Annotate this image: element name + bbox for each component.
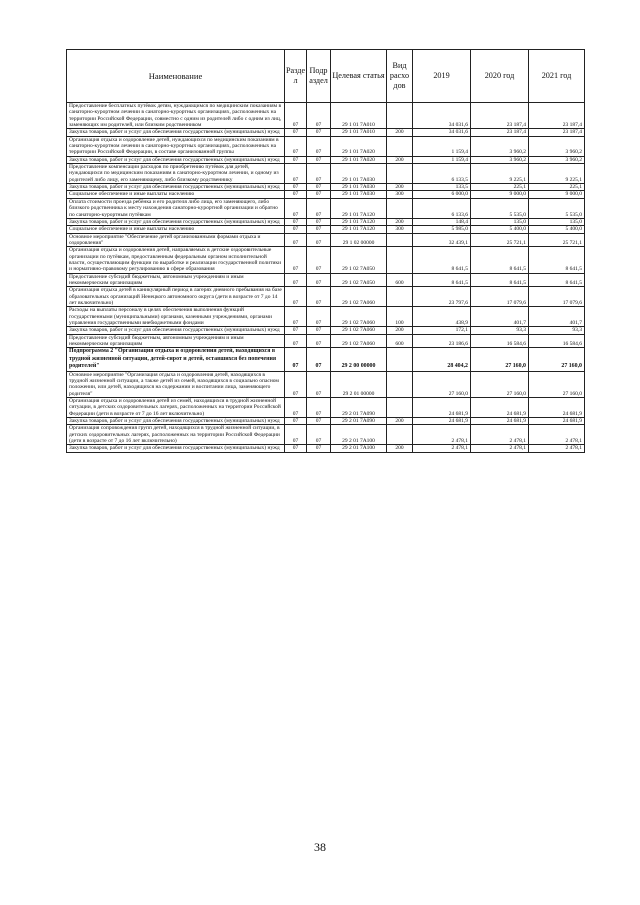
cell-expense-type: 200 — [387, 218, 413, 225]
header-subsection: Подр аздел — [307, 50, 331, 103]
cell-section: 07 — [285, 226, 307, 233]
cell-name: Предоставление компенсации расходов по приобретению путёвок для детей, нуждающихся по медицинским показаниям в санаторно-курортном лечении, и одному из родителей либо лицу, его заменяющему, либо близкому родственнику — [67, 164, 285, 184]
cell-amount-2021: 24 681,9 — [529, 397, 585, 417]
cell-name: Закупка товаров, работ и услуг для обеспечения государственных (муниципальных) нужд — [67, 445, 285, 452]
cell-amount-2019: 24 681,9 — [413, 397, 471, 417]
cell-name: Закупка товаров, работ и услуг для обеспечения государственных (муниципальных) нужд — [67, 156, 285, 163]
cell-amount-2021: 5 400,0 — [529, 226, 585, 233]
cell-name: Закупка товаров, работ и услуг для обеспечения государственных (муниципальных) нужд — [67, 418, 285, 425]
cell-amount-2020: 25 721,1 — [471, 233, 529, 247]
cell-section: 07 — [285, 156, 307, 163]
cell-name: Оплата стоимости проезда ребёнка и его родителя либо лица, его заменяющего, либо близкого родственника к месту нахождения санаторно-курортной организации и обратно по санаторно-курортным путёвкам — [67, 198, 285, 218]
cell-amount-2019: 34 031,6 — [413, 103, 471, 129]
cell-expense-type — [387, 425, 413, 445]
cell-amount-2019: 32 439,1 — [413, 233, 471, 247]
cell-amount-2020: 2 478,1 — [471, 425, 529, 445]
cell-amount-2020: 9 225,1 — [471, 164, 529, 184]
cell-section: 07 — [285, 129, 307, 136]
cell-name: Организация отдыха детей в каникулярный период в лагерях дневного пребывания на базе образовательных организаций Ненецкого автономного округа (дети в возрасте от 7 до 14 лет включительно) — [67, 287, 285, 307]
cell-subsection: 07 — [307, 218, 331, 225]
cell-target-article: 29 1 01 7А030 — [331, 164, 387, 184]
cell-amount-2021: 8 641,5 — [529, 273, 585, 287]
cell-amount-2020: 23 187,4 — [471, 129, 529, 136]
cell-amount-2020: 24 681,9 — [471, 397, 529, 417]
cell-amount-2021: 225,1 — [529, 184, 585, 191]
cell-amount-2021: 25 721,1 — [529, 233, 585, 247]
cell-subsection: 07 — [307, 226, 331, 233]
cell-amount-2019: 28 404,2 — [413, 348, 471, 371]
cell-amount-2019: 1 159,4 — [413, 136, 471, 156]
cell-target-article: 29 1 01 7А120 — [331, 226, 387, 233]
cell-section: 07 — [285, 307, 307, 327]
cell-subsection: 07 — [307, 184, 331, 191]
cell-expense-type: 100 — [387, 307, 413, 327]
cell-amount-2021: 27 160,0 — [529, 371, 585, 397]
cell-subsection: 07 — [307, 334, 331, 348]
cell-amount-2019: 2 478,1 — [413, 445, 471, 452]
cell-section: 07 — [285, 287, 307, 307]
cell-amount-2019: 438,9 — [413, 307, 471, 327]
cell-amount-2021: 3 960,2 — [529, 136, 585, 156]
cell-subsection: 07 — [307, 425, 331, 445]
cell-expense-type — [387, 103, 413, 129]
cell-target-article: 29 1 01 7А120 — [331, 198, 387, 218]
cell-amount-2019: 6 133,5 — [413, 164, 471, 184]
cell-target-article: 29 1 02 7А060 — [331, 287, 387, 307]
cell-amount-2019: 1 159,4 — [413, 156, 471, 163]
cell-target-article: 29 1 02 7А060 — [331, 307, 387, 327]
header-section: Разде л — [285, 50, 307, 103]
cell-name: Расходы на выплаты персоналу в целях обеспечения выполнения функций государственными (муниципальными) органами, казенными учреждениями, органами управления государственными внебюджетными фондами — [67, 307, 285, 327]
cell-amount-2020: 9 000,0 — [471, 191, 529, 198]
cell-amount-2019: 5 985,0 — [413, 226, 471, 233]
cell-name: Основное мероприятие "Обеспечение детей организованными формами отдыха и оздоровления" — [67, 233, 285, 247]
cell-section: 07 — [285, 348, 307, 371]
cell-amount-2019: 148,4 — [413, 218, 471, 225]
cell-subsection: 07 — [307, 136, 331, 156]
table-row — [67, 218, 585, 225]
table-row — [67, 307, 585, 327]
cell-expense-type: 300 — [387, 226, 413, 233]
cell-target-article: 29 2 01 7А100 — [331, 425, 387, 445]
table-row — [67, 233, 585, 247]
cell-subsection: 07 — [307, 418, 331, 425]
table-row — [67, 198, 585, 218]
header-year-2021: 2021 год — [529, 50, 585, 103]
cell-subsection: 07 — [307, 273, 331, 287]
cell-amount-2019: 8 641,5 — [413, 273, 471, 287]
cell-amount-2019: 27 160,0 — [413, 371, 471, 397]
cell-subsection: 07 — [307, 327, 331, 334]
cell-target-article: 29 1 01 7А010 — [331, 129, 387, 136]
cell-amount-2020: 3 960,2 — [471, 136, 529, 156]
cell-amount-2021: 135,0 — [529, 218, 585, 225]
cell-amount-2021: 9 225,1 — [529, 164, 585, 184]
cell-subsection: 07 — [307, 445, 331, 452]
cell-target-article: 29 1 01 7А030 — [331, 191, 387, 198]
cell-subsection: 07 — [307, 233, 331, 247]
cell-amount-2021: 27 160,0 — [529, 348, 585, 371]
cell-name: Организация отдыха и оздоровления детей, направляемых в детские оздоровительные организации по путёвкам, предоставленным федеральным органом исполнительной власти, осуществляющим функции по выработке и реализации государственной политики и нормативно-правовому регулированию в сфере образования — [67, 247, 285, 273]
table-row — [67, 327, 585, 334]
header-year-2020: 2020 год — [471, 50, 529, 103]
cell-name: Организация отдыха и оздоровление детей, нуждающихся по медицинским показаниям в санаторно-курортном лечении в санаторно-курортных организациях, расположенных на территории Российской Федерации, в составе организованной группы — [67, 136, 285, 156]
cell-expense-type — [387, 287, 413, 307]
cell-subsection: 07 — [307, 348, 331, 371]
header-target-article: Целевая статья — [331, 50, 387, 103]
cell-section: 07 — [285, 371, 307, 397]
cell-amount-2021: 8 641,5 — [529, 247, 585, 273]
cell-amount-2019: 6 000,0 — [413, 191, 471, 198]
cell-expense-type — [387, 348, 413, 371]
cell-section: 07 — [285, 273, 307, 287]
cell-amount-2021: 17 079,6 — [529, 287, 585, 307]
cell-amount-2019: 24 681,9 — [413, 418, 471, 425]
cell-section: 07 — [285, 425, 307, 445]
table-row — [67, 445, 585, 452]
cell-amount-2019: 6 133,6 — [413, 198, 471, 218]
table-row — [67, 273, 585, 287]
cell-amount-2020: 27 160,0 — [471, 348, 529, 371]
cell-amount-2020: 135,0 — [471, 218, 529, 225]
cell-amount-2021: 401,7 — [529, 307, 585, 327]
table-row — [67, 164, 585, 184]
cell-name: Закупка товаров, работ и услуг для обеспечения государственных (муниципальных) нужд — [67, 184, 285, 191]
cell-expense-type: 200 — [387, 156, 413, 163]
cell-section: 07 — [285, 103, 307, 129]
table-row — [67, 418, 585, 425]
cell-amount-2020: 3 960,2 — [471, 156, 529, 163]
cell-section: 07 — [285, 397, 307, 417]
cell-amount-2020: 5 535,0 — [471, 198, 529, 218]
cell-amount-2020: 8 641,5 — [471, 247, 529, 273]
cell-section: 07 — [285, 136, 307, 156]
cell-amount-2021: 5 535,0 — [529, 198, 585, 218]
cell-subsection: 07 — [307, 371, 331, 397]
cell-amount-2020: 2 478,1 — [471, 445, 529, 452]
cell-target-article: 29 2 01 00000 — [331, 371, 387, 397]
cell-name: Предоставление субсидий бюджетным, автономным учреждениям и иным некоммерческим организациям — [67, 334, 285, 348]
cell-name: Закупка товаров, работ и услуг для обеспечения государственных (муниципальных) нужд — [67, 327, 285, 334]
cell-target-article: 29 2 00 00000 — [331, 348, 387, 371]
table-row — [67, 371, 585, 397]
cell-target-article: 29 1 01 7А120 — [331, 218, 387, 225]
table-row — [67, 226, 585, 233]
cell-target-article: 29 1 01 7А010 — [331, 103, 387, 129]
cell-amount-2021: 2 478,1 — [529, 425, 585, 445]
table-row — [67, 334, 585, 348]
cell-expense-type: 200 — [387, 129, 413, 136]
cell-name: Организация сопровождения групп детей, находящихся в трудной жизненной ситуации, в детских оздоровительных лагерях, расположенных на территории Российской Федерации (дети в возрасте от 7 до 16 лет включительно) — [67, 425, 285, 445]
page-number: 38 — [314, 840, 326, 854]
cell-expense-type — [387, 247, 413, 273]
table-body — [67, 103, 585, 453]
cell-subsection: 07 — [307, 287, 331, 307]
table-row — [67, 191, 585, 198]
table-row — [67, 287, 585, 307]
table-row — [67, 129, 585, 136]
cell-amount-2020: 23 187,4 — [471, 103, 529, 129]
cell-target-article: 29 1 02 7А050 — [331, 247, 387, 273]
table-row — [67, 425, 585, 445]
cell-target-article: 29 1 02 7А060 — [331, 327, 387, 334]
cell-amount-2021: 3 960,2 — [529, 156, 585, 163]
cell-name: Предоставление бесплатных путёвок детям, нуждающимся по медицинским показаниям в санаторно-курортном лечении в санаторно-курортных организациях, расположенных на территории Российской Федерации, совместно с одним из родителей либо с одним из лиц, заменяющих им родителей, или близким родственником — [67, 103, 285, 129]
cell-section: 07 — [285, 218, 307, 225]
table-row — [67, 348, 585, 371]
cell-section: 07 — [285, 198, 307, 218]
cell-section: 07 — [285, 184, 307, 191]
cell-expense-type — [387, 198, 413, 218]
cell-section: 07 — [285, 327, 307, 334]
cell-target-article: 29 1 02 7А050 — [331, 273, 387, 287]
cell-subsection: 07 — [307, 307, 331, 327]
cell-section: 07 — [285, 445, 307, 452]
cell-expense-type: 600 — [387, 273, 413, 287]
cell-target-article: 29 1 01 7А020 — [331, 136, 387, 156]
cell-expense-type: 600 — [387, 334, 413, 348]
cell-section: 07 — [285, 334, 307, 348]
cell-section: 07 — [285, 233, 307, 247]
cell-amount-2019: 8 641,5 — [413, 247, 471, 273]
cell-amount-2021: 24 681,9 — [529, 418, 585, 425]
cell-amount-2020: 24 681,9 — [471, 418, 529, 425]
header-name: Наименование — [67, 50, 285, 103]
cell-amount-2021: 93,3 — [529, 327, 585, 334]
budget-table — [66, 49, 585, 453]
cell-subsection: 07 — [307, 198, 331, 218]
table-row — [67, 136, 585, 156]
cell-name: Социальное обеспечение и иные выплаты населению — [67, 191, 285, 198]
cell-subsection: 07 — [307, 397, 331, 417]
table-row — [67, 184, 585, 191]
cell-amount-2020: 225,1 — [471, 184, 529, 191]
cell-amount-2019: 23 186,6 — [413, 334, 471, 348]
table-row — [67, 156, 585, 163]
cell-expense-type — [387, 371, 413, 397]
cell-amount-2021: 23 187,4 — [529, 129, 585, 136]
cell-expense-type: 200 — [387, 184, 413, 191]
cell-amount-2019: 23 797,6 — [413, 287, 471, 307]
cell-section: 07 — [285, 191, 307, 198]
cell-target-article: 29 2 01 7А100 — [331, 445, 387, 452]
cell-name: Организация отдыха и оздоровления детей из семей, находящихся в трудной жизненной ситуации, в детских оздоровительных лагерях, расположенных на территории Российской Федерации (дети в возрасте от 7 до 16 лет включительно) — [67, 397, 285, 417]
cell-subsection: 07 — [307, 191, 331, 198]
cell-amount-2020: 17 079,6 — [471, 287, 529, 307]
cell-name: Социальное обеспечение и иные выплаты населению — [67, 226, 285, 233]
cell-amount-2019: 133,5 — [413, 184, 471, 191]
cell-expense-type: 200 — [387, 327, 413, 334]
table-row — [67, 247, 585, 273]
cell-section: 07 — [285, 418, 307, 425]
cell-name: Предоставление субсидий бюджетным, автономным учреждениям и иным некоммерческим организациям — [67, 273, 285, 287]
cell-amount-2019: 2 478,1 — [413, 425, 471, 445]
cell-target-article: 29 1 01 7А030 — [331, 184, 387, 191]
cell-subsection: 07 — [307, 247, 331, 273]
cell-subsection: 07 — [307, 129, 331, 136]
cell-subsection: 07 — [307, 164, 331, 184]
cell-amount-2020: 401,7 — [471, 307, 529, 327]
cell-name: Основное мероприятие "Организация отдыха и оздоровления детей, находящихся в трудной жизненной ситуации, а также детей из семей, находящихся в социально опасном положении, или детей, находящихся на содержании и воспитании лица, заменяющего родителя" — [67, 371, 285, 397]
cell-target-article: 29 2 01 7А090 — [331, 418, 387, 425]
cell-subsection: 07 — [307, 103, 331, 129]
cell-amount-2020: 8 641,5 — [471, 273, 529, 287]
cell-amount-2021: 9 000,0 — [529, 191, 585, 198]
cell-amount-2021: 16 584,6 — [529, 334, 585, 348]
cell-expense-type — [387, 164, 413, 184]
cell-expense-type: 200 — [387, 418, 413, 425]
cell-amount-2021: 23 187,4 — [529, 103, 585, 129]
cell-target-article: 29 1 02 7А060 — [331, 334, 387, 348]
header-year-2019: 2019 — [413, 50, 471, 103]
cell-amount-2019: 34 031,6 — [413, 129, 471, 136]
cell-amount-2020: 93,3 — [471, 327, 529, 334]
cell-name: Закупка товаров, работ и услуг для обеспечения государственных (муниципальных) нужд — [67, 129, 285, 136]
cell-amount-2020: 5 400,0 — [471, 226, 529, 233]
cell-target-article: 29 2 01 7А090 — [331, 397, 387, 417]
cell-expense-type: 200 — [387, 445, 413, 452]
cell-subsection: 07 — [307, 156, 331, 163]
cell-target-article: 29 1 02 00000 — [331, 233, 387, 247]
cell-expense-type — [387, 397, 413, 417]
cell-amount-2021: 2 478,1 — [529, 445, 585, 452]
cell-name: Закупка товаров, работ и услуг для обеспечения государственных (муниципальных) нужд — [67, 218, 285, 225]
table-header-row — [67, 50, 585, 103]
cell-expense-type: 300 — [387, 191, 413, 198]
table-row — [67, 397, 585, 417]
cell-section: 07 — [285, 247, 307, 273]
cell-expense-type — [387, 233, 413, 247]
header-expense-type: Вид расхо дов — [387, 50, 413, 103]
cell-name: Подпрограмма 2 "Организация отдыха и оздоровления детей, находящихся в трудной жизненной ситуации, детей-сирот и детей, оставшихся без попечения родителей" — [67, 348, 285, 371]
cell-amount-2019: 172,1 — [413, 327, 471, 334]
cell-amount-2020: 27 160,0 — [471, 371, 529, 397]
cell-section: 07 — [285, 164, 307, 184]
cell-target-article: 29 1 01 7А020 — [331, 156, 387, 163]
cell-amount-2020: 16 584,6 — [471, 334, 529, 348]
table-row — [67, 103, 585, 129]
cell-expense-type — [387, 136, 413, 156]
